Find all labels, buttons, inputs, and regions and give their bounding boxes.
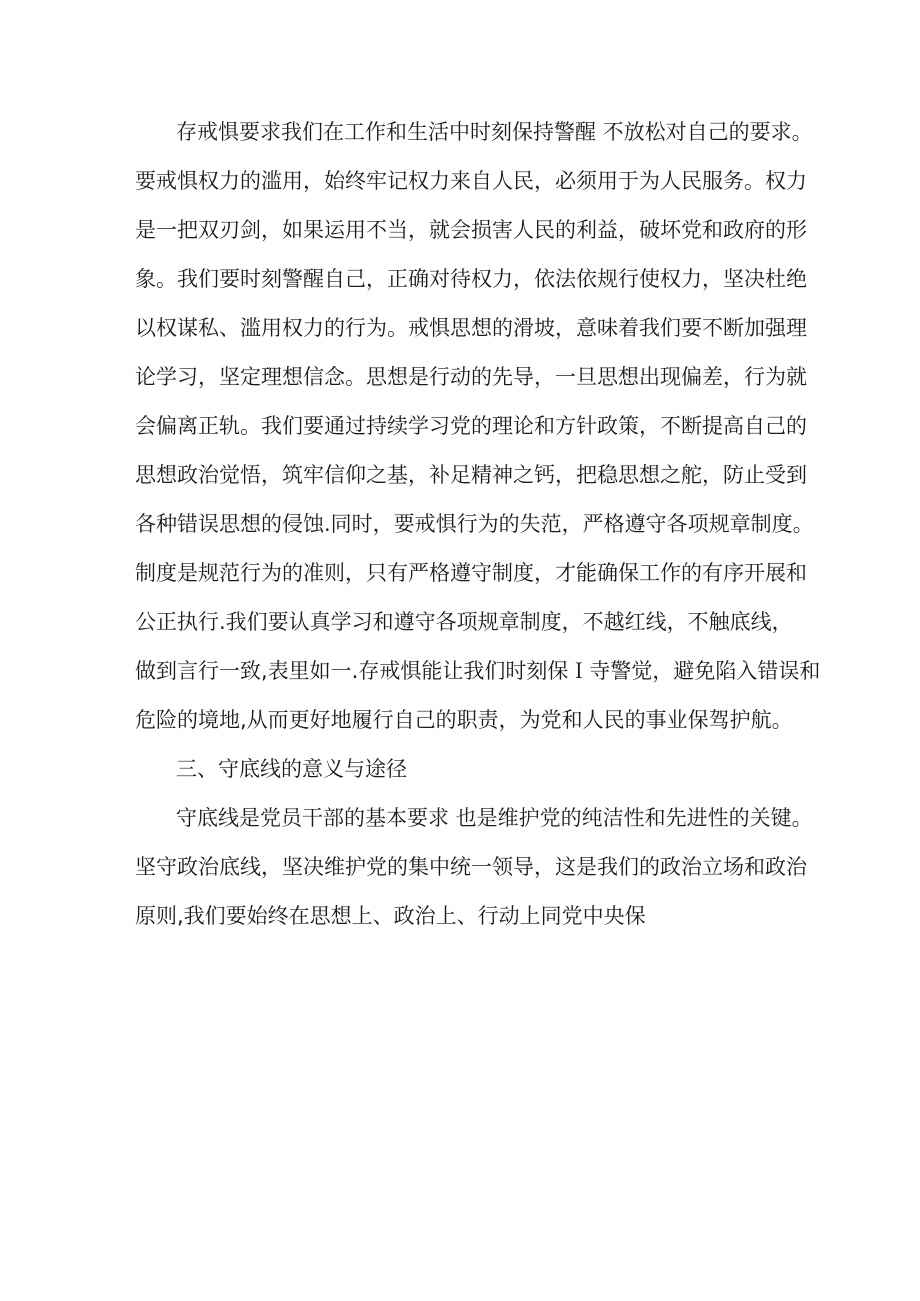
paragraph-1-line-10: 制度是规范行为的准则，只有严格遵守制度，才能确保工作的有序开展和 (135, 561, 807, 585)
paragraph-1-line-12: 做到言行一致,表里如一.存戒惧能让我们时刻保Ｉ寺警觉，避免陷入错误和 (135, 659, 821, 683)
paragraph-1-line-8: 思想政治觉悟，筑牢信仰之基，补足精神之钙，把稳思想之舵，防止受到 (135, 463, 807, 487)
paragraph-1-line-13: 危险的境地,从而更好地履行自己的职责，为党和人民的事业保驾护航。 (135, 708, 793, 732)
paragraph-2-line-1: 守底线是党员干部的基本要求 也是维护党的纯洁性和先进性的关键。 (176, 806, 813, 830)
paragraph-1-line-7: 会偏离正轨。我们要通过持续学习党的理论和方针政策，不断提高自己的 (135, 414, 807, 438)
paragraph-1-line-9: 各种错误思想的侵蚀.同时，要戒惧行为的失范，严格遵守各项规章制度。 (135, 512, 814, 536)
paragraph-1-line-3: 是一把双刃剑，如果运用不当，就会损害人民的利益，破坏党和政府的形 (135, 218, 807, 242)
paragraph-1-line-1: 存戒惧要求我们在工作和生活中时刻保持警醒 不放松对自己的要求。 (176, 120, 813, 144)
paragraph-2-line-2: 坚守政治底线，坚决维护党的集中统一领导，这是我们的政治立场和政治 (135, 855, 807, 879)
paragraph-1-line-6: 论学习，坚定理想信念。思想是行动的先导，一旦思想出现偏差，行为就 (135, 365, 807, 389)
section-heading: 三、守底线的意义与途径 (176, 757, 407, 781)
paragraph-1-line-2: 要戒惧权力的滥用，始终牢记权力来自人民，必须用于为人民服务。权力 (135, 169, 807, 193)
paragraph-1-line-11: 公正执行.我们要认真学习和遵守各项规章制度，不越红线，不触底线， (135, 610, 793, 634)
paragraph-1-line-5: 以权谋私、滥用权力的行为。戒惧思想的滑坡，意味着我们要不断加强理 (135, 316, 807, 340)
paragraph-1-line-4: 象。我们要时刻警醒自己，正确对待权力，依法依规行使权力，坚决杜绝 (135, 267, 807, 291)
paragraph-2-line-3: 原则,我们要始终在思想上、政治上、行动上同党中央保 (135, 904, 646, 928)
